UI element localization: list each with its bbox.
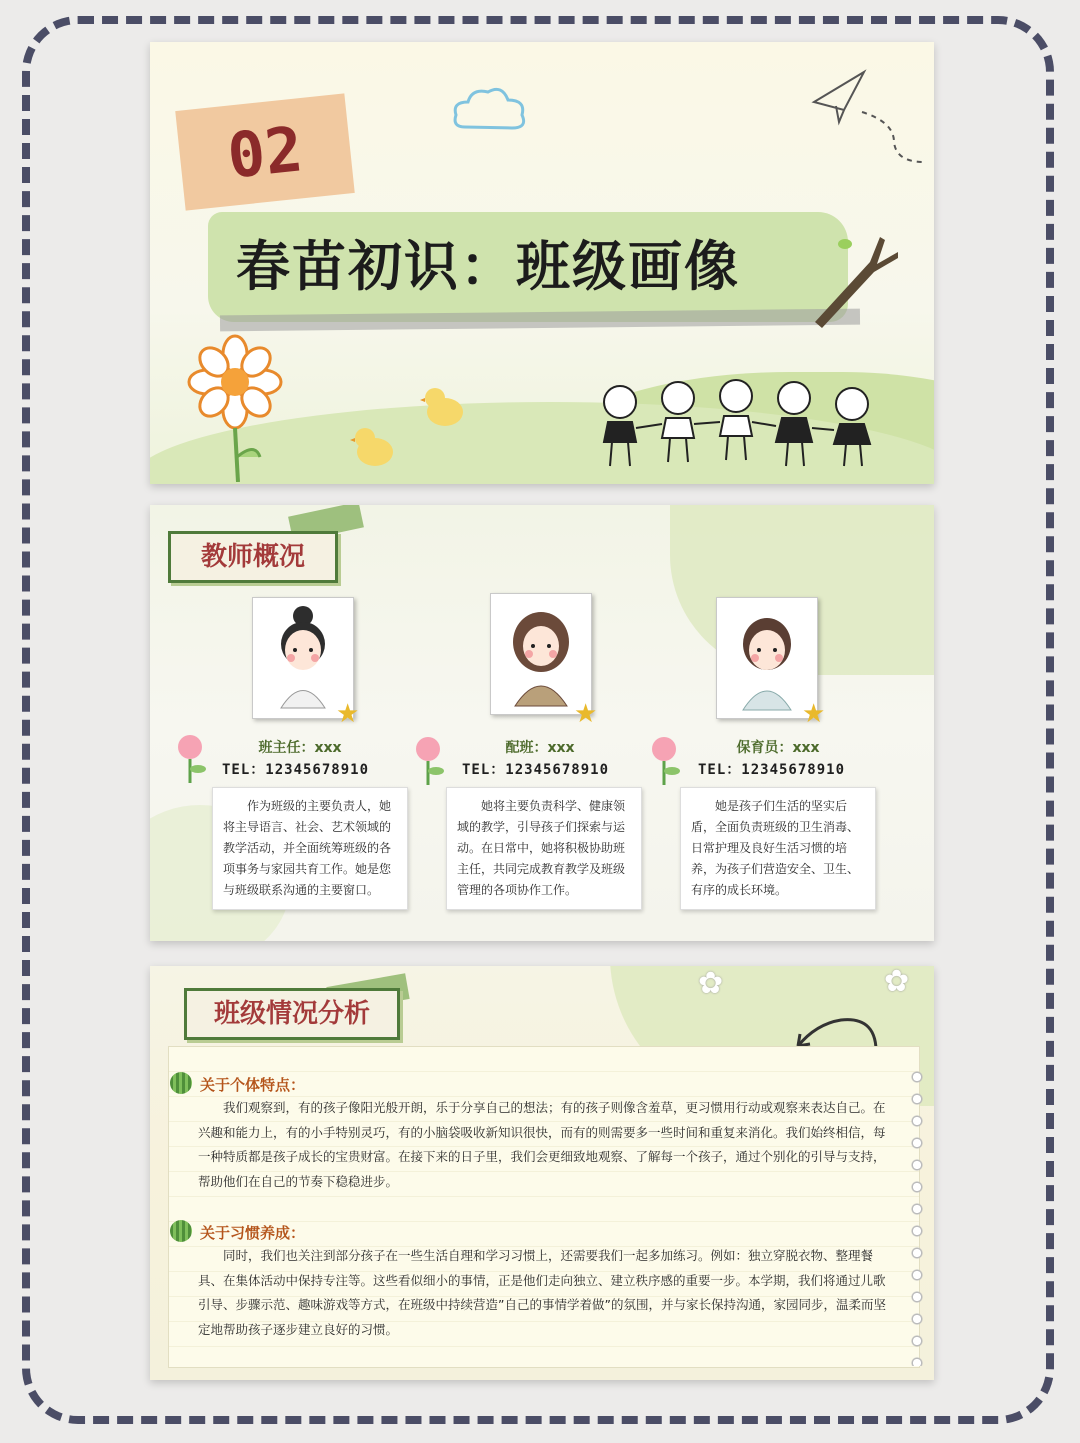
section-heading: 关于习惯养成： (200, 1224, 306, 1242)
teacher-role: 班主任：xxx (258, 740, 342, 756)
teacher-overview-slide (150, 505, 934, 941)
star-icon: ★ (336, 699, 360, 729)
teacher-description: 她将主要负责科学、健康领域的教学，引导孩子们探索与运动。在日常中，她将积极协助班主任，共同完成教育教学及班级管理的各项协作工作。 (446, 787, 642, 910)
slide-number-tag (175, 93, 355, 210)
section-tag-class-analysis: 班级情况分析 (184, 988, 400, 1040)
teacher-phone: TEL：12345678910 (698, 762, 846, 778)
teacher-role: 保育员：xxx (736, 740, 820, 756)
section-tag-teachers: 教师概况 (168, 531, 338, 583)
teacher-role: 配班：xxx (505, 740, 575, 756)
page-title: 春苗初识：班级画像 (236, 235, 740, 298)
chick-icon (350, 422, 400, 472)
cloud-icon (450, 82, 530, 142)
children-drawing-icon (590, 362, 890, 472)
teacher-phone: TEL：12345678910 (462, 762, 610, 778)
paper-plane-icon (804, 62, 924, 172)
teacher-description: 她是孩子们生活的坚实后盾，全面负责班级的卫生消毒、日常护理及良好生活习惯的培养，为孩子们营造安全、卫生、有序的成长环境。 (680, 787, 876, 910)
notebook-rings (910, 1066, 924, 1366)
section-body: 同时，我们也关注到部分孩子在一些生活自理和学习习惯上，还需要我们一起多加练习。例如：独立穿脱衣物、整理餐具、在集体活动中保持专注等。这些看似细小的事情，正是他们走向独立、建立秩序感的重要一步。本学期，我们将通过儿歌引导、步骤示范、趣味游戏等方式，在班级中持续营造”自己的事情学着做”的氛围，并与家长保持沟通，家园同步，温柔而坚定地帮助孩子逐步建立良好的习惯。 (198, 1248, 886, 1337)
watermelon-icon (170, 1220, 192, 1242)
class-analysis-slide (150, 966, 934, 1380)
chick-icon (420, 382, 470, 432)
teacher-description: 作为班级的主要负责人，她将主导语言、社会、艺术领域的教学活动，并全面统筹班级的各项事务与家园共育工作。她是您与班级联系沟通的主要窗口。 (212, 787, 408, 910)
daisy-icon: ✿ (884, 966, 910, 999)
daisy-icon: ✿ (698, 966, 724, 1001)
teacher-portrait (490, 593, 592, 715)
watermelon-icon (170, 1072, 192, 1094)
star-icon: ★ (802, 699, 826, 729)
star-icon: ★ (574, 699, 598, 729)
section-body: 我们观察到，有的孩子像阳光般开朗，乐于分享自己的想法；有的孩子则像含羞草，更习惯用行动或观察来表达自己。在兴趣和能力上，有的小手特别灵巧，有的小脑袋吸收新知识很快，而有的则需要多一些时间和重复来消化。我们始终相信，每一种特质都是孩子成长的宝贵财富。在接下来的日子里，我们会更细致地观察、了解每一个孩子，通过个别化的引导与支持，帮助他们在自己的节奏下稳稳进步。 (198, 1100, 886, 1189)
branch-icon (810, 232, 900, 332)
slide-number: 02 (224, 111, 306, 193)
flower-icon (180, 332, 290, 482)
teacher-avatar-icon (491, 594, 591, 714)
cover-slide (150, 42, 934, 484)
teacher-phone: TEL：12345678910 (222, 762, 370, 778)
section-heading: 关于个体特点： (200, 1076, 306, 1094)
